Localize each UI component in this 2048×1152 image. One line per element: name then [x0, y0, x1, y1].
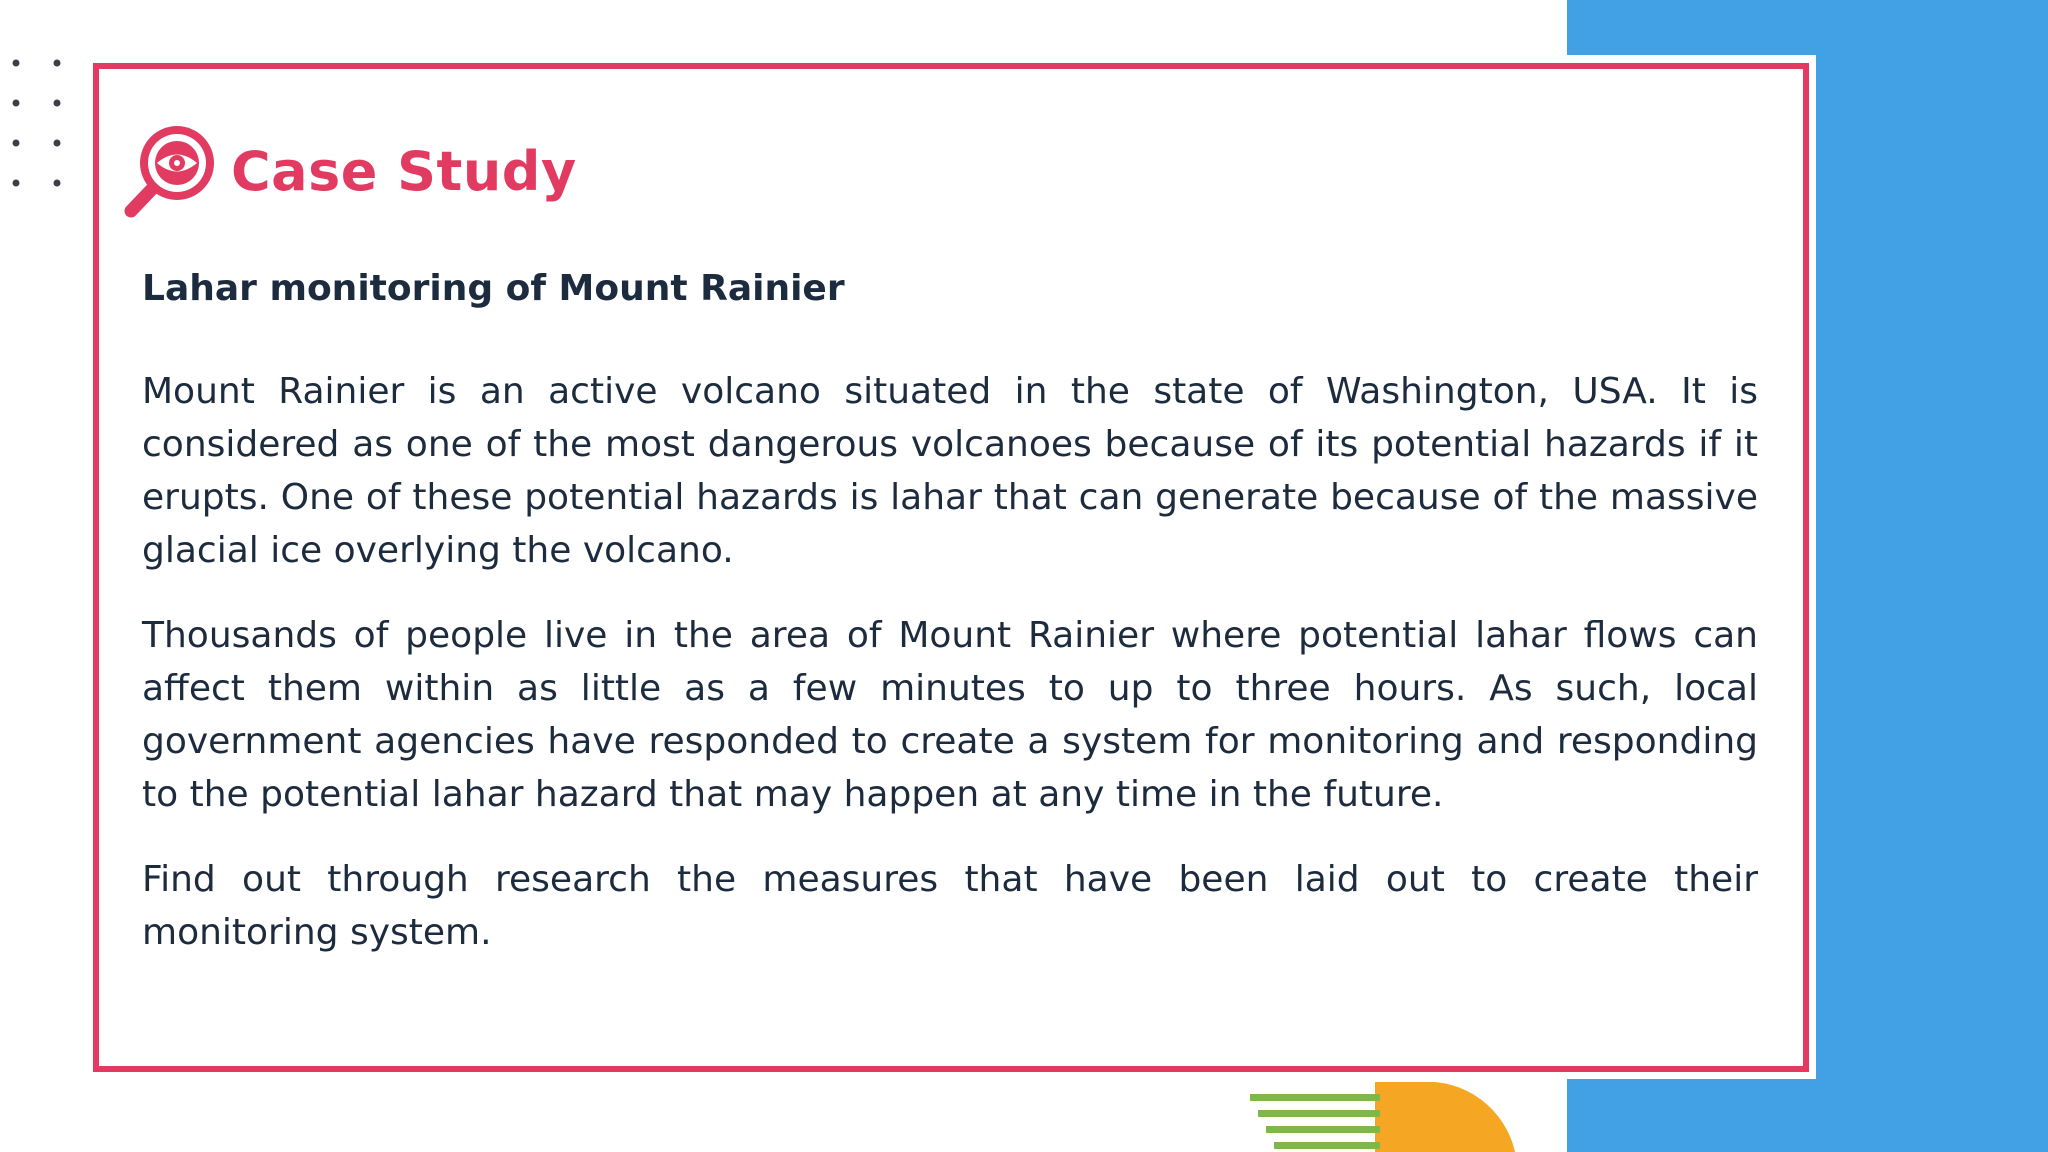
card-header — [119, 119, 577, 223]
decorative-shapes-bottom — [1250, 1082, 1520, 1152]
card-content — [142, 267, 1758, 991]
case-study-card — [93, 63, 1809, 1072]
decorative-dot-grid — [8, 55, 68, 195]
paragraph-task: Find out through research the measures that have been laid out to create their monitoring system. — [142, 859, 1758, 953]
case-study-subtitle: Lahar monitoring of Mount Rainier — [142, 268, 845, 309]
paragraph-population: Thousands of people live in the area of Mount Rainier where potential lahar flows can affect them within as little as a few minutes to up to three hours. As such, local government agencies have responded to create a system for monitoring and responding to the potential lahar hazard that may happen at any time in the future. — [142, 615, 1758, 815]
magnifier-eye-icon — [119, 119, 223, 223]
card-title: Case Study — [231, 139, 577, 203]
paragraph-intro: Mount Rainier is an active volcano situated in the state of Washington, USA. It is considered as one of the most dangerous volcanoes because of its potential hazards if it erupts. One of these potential hazards is lahar that can generate because of the massive glacial ice overlying the volcano. — [142, 371, 1758, 571]
